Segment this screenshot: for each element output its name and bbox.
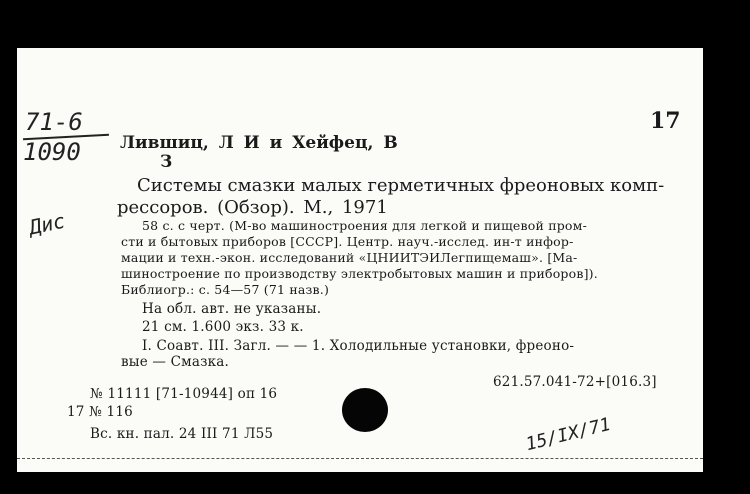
registration-line-3: Вс. кн. пал. 24 III 71 Л55 bbox=[90, 426, 274, 442]
subject-line-1: I. Соавт. III. Загл. — — 1. Холодильные установки, фреоно- bbox=[142, 338, 575, 354]
registration-line-2: 17 № 116 bbox=[67, 404, 133, 420]
description-line-5: Библиогр.: с. 54—57 (71 назв.) bbox=[121, 282, 330, 297]
ink-blot bbox=[342, 388, 388, 432]
title-line-1: Системы смазки малых герметичных фреоновых комп- bbox=[137, 175, 665, 196]
handwritten-mark-left: Дис bbox=[26, 208, 68, 240]
description-line-4: шиностроение по производству электробытовых машин и приборов]). bbox=[121, 266, 598, 281]
udc-code: 621.57.041-72+[016.3] bbox=[493, 374, 657, 390]
description-line-2: сти и бытовых приборов [СССР]. Центр. науч.-исслед. ин-т инфор- bbox=[121, 234, 574, 249]
description-line-3: мации и техн.-экон. исследований «ЦНИИТЭИЛегпищемаш». [Ма- bbox=[121, 250, 578, 265]
handwritten-mark-bottom: 15/IX/71 bbox=[523, 413, 613, 456]
handwritten-code-top: 71-6 bbox=[25, 108, 83, 136]
description-line-1: 58 с. с черт. (М-во машиностроения для легкой и пищевой пром- bbox=[142, 218, 587, 233]
card-edge-line bbox=[17, 458, 703, 459]
note-line-2: 21 см. 1.600 экз. 33 к. bbox=[142, 319, 304, 335]
title-line-2: рессоров. (Обзор). М., 1971 bbox=[117, 197, 388, 218]
handwritten-code-bottom: 1090 bbox=[23, 138, 81, 166]
registration-line-1: № 11111 [71-10944] оп 16 bbox=[90, 386, 278, 402]
authors-line-1: Лившиц, Л И и Хейфец, В bbox=[120, 133, 398, 153]
authors-line-2: З bbox=[160, 152, 173, 172]
catalog-card bbox=[17, 48, 703, 472]
card-number: 17 bbox=[650, 108, 681, 134]
note-line-1: На обл. авт. не указаны. bbox=[142, 301, 322, 317]
subject-line-2: вые — Смазка. bbox=[121, 354, 230, 370]
